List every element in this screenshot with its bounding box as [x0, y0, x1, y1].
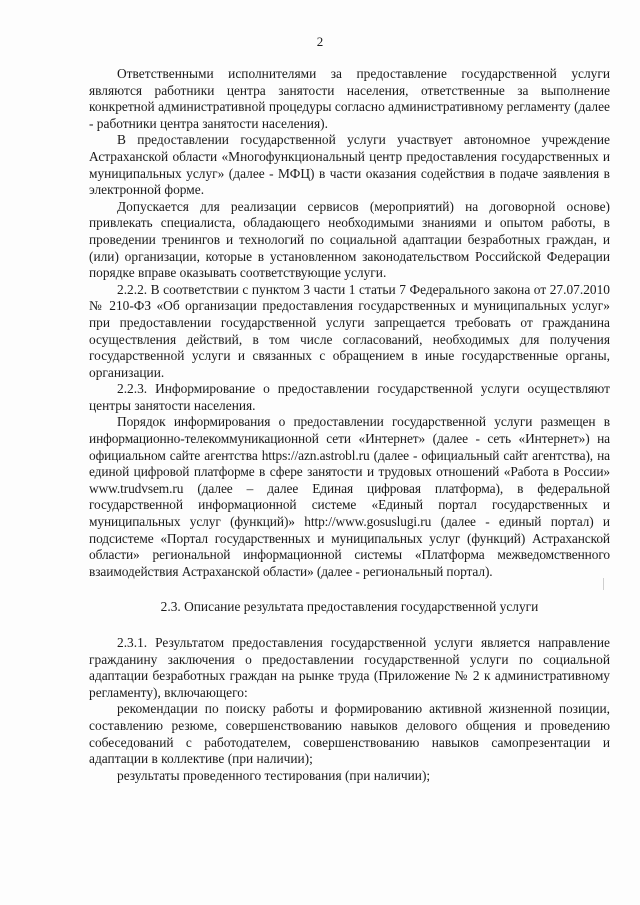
- page-number: 2: [316, 34, 324, 49]
- section-heading-2-3: 2.3. Описание результата предоставления государственной услуги: [160, 599, 539, 615]
- paragraph-2-3-1: 2.3.1. Результатом предоставления государственной услуги является направление гражданину заключения о предоставлении государственной услуги по социальной адаптации безработных граждан на рынке труда (Приложение № 2 к административному регламенту), включающего:: [89, 635, 610, 700]
- scan-margin-mark: [603, 578, 604, 590]
- paragraph-specialists-allowed: Допускается для реализации сервисов (мероприятий) на договорной основе) привлекать специалиста, обладающего необходимыми знаниями и опытом работы, в проведении тренингов и технологий по социальной адаптации безработных граждан, и (или) организации, которые в установленном законодательством Российской Федерации порядке вправе оказывать соответствующие услуги.: [89, 198, 610, 281]
- paragraph-informing-procedure: Порядок информирования о предоставлении государственной услуги размещен в информационно-телекоммуникационной сети «Интернет» (далее - сеть «Интернет») на официальном сайте агентства https://azn.astrobl.ru (далее - официальный сайт агентства), на единой цифровой платформе в сфере занятости и трудовых отношений «Работа в России» www.trudvsem.ru (далее – далее Единая цифровая платформа), в федеральной государственной информационной системе «Единый портал государственных и муниципальных услуг (функций)» http://www.gosuslugi.ru (далее - единый портал) и подсистеме «Портал государственных и муниципальных услуг (функций) Астраханской области» региональной информационной системы «Платформа межведомственного взаимодействия Астраханской области» (далее - региональный портал).: [89, 414, 610, 579]
- paragraph-responsible-executors: Ответственными исполнителями за предоставление государственной услуги являются работники центра занятости населения, ответственные за выполнение конкретной административной процедуры согласно административному регламенту (далее - работники центра занятости населения).: [89, 66, 610, 131]
- paragraph-2-2-3: 2.2.3. Информирование о предоставлении государственной услуги осуществляют центры занятости населения.: [89, 381, 610, 413]
- paragraph-2-2-2: 2.2.2. В соответствии с пунктом 3 части 1 статьи 7 Федерального закона от 27.07.2010 № 210-ФЗ «Об организации предоставления государственных и муниципальных услуг» при предоставлении государственной услуги запрещается требовать от гражданина осуществления действий, в том числе согласований, необходимых для получения государственной услуги и связанных с обращением в иные государственные органы, организации.: [89, 281, 610, 380]
- paragraph-testing-results: результаты проведенного тестирования (при наличии);: [117, 767, 431, 783]
- document-body: [89, 66, 610, 784]
- paragraph-mfc-participation: В предоставлении государственной услуги участвует автономное учреждение Астраханской области «Многофункциональный центр предоставления государственных и муниципальных услуг» (далее - МФЦ) в части оказания содействия в подаче заявления в электронной форме.: [89, 132, 610, 198]
- paragraph-recommendations: рекомендации по поиску работы и формированию активной жизненной позиции, составлению резюме, совершенствованию навыков делового общения и проведению собеседований с работодателем, совершенствованию навыков самопрезентации и адаптации в коллективе (при наличии);: [89, 701, 610, 767]
